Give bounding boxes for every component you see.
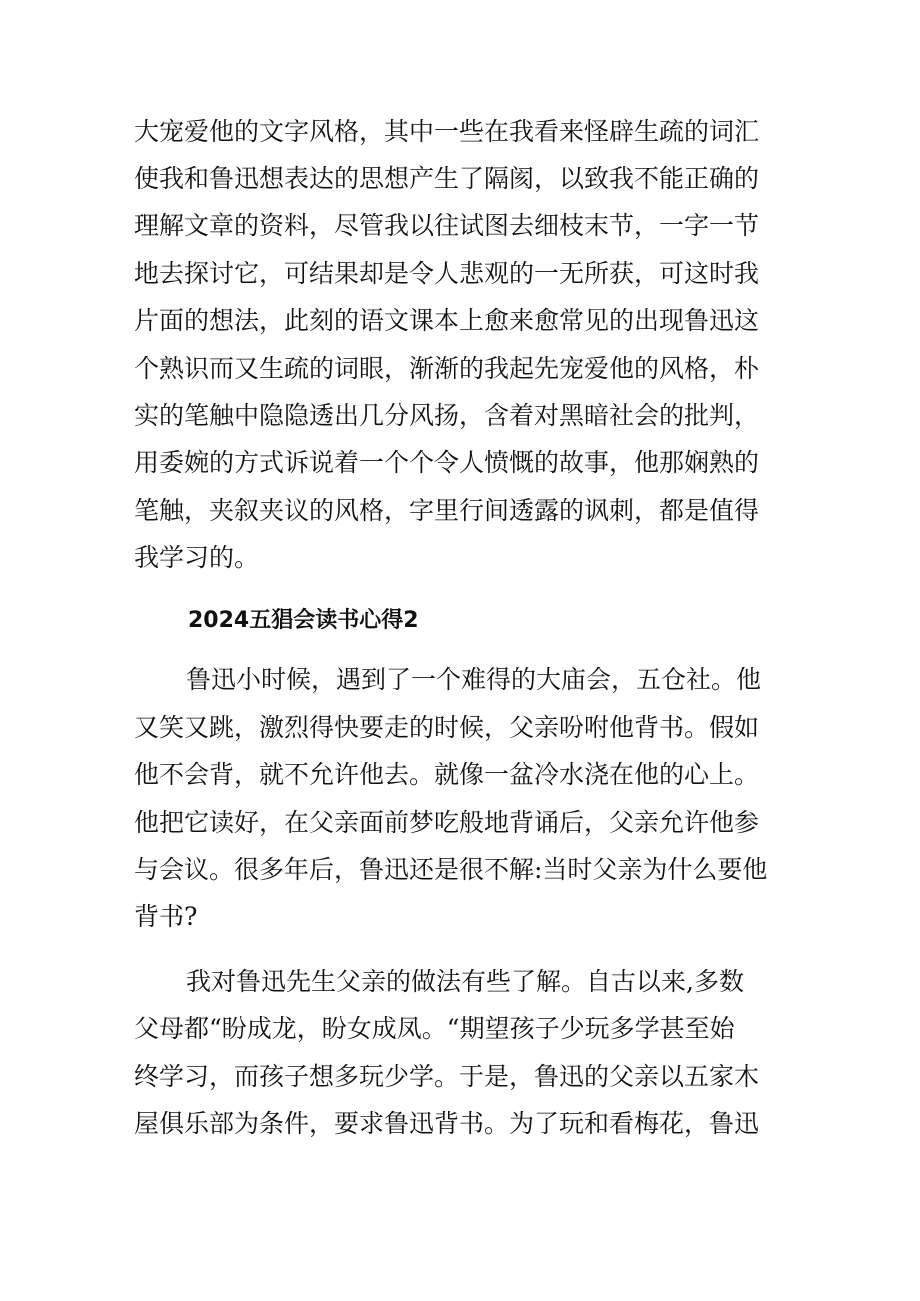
body-text-line: 屋俱乐部为条件，要求鲁迅背书。为了玩和看梅花，鲁迅: [134, 1109, 760, 1138]
body-text-line: 终学习，而孩子想多玩少学。于是，鲁迅的父亲以五家木: [134, 1062, 760, 1091]
body-text-line: 我对鲁迅先生父亲的做法有些了解。自古以来,多数: [186, 967, 744, 996]
body-text-line: 大宠爱他的文字风格，其中一些在我看来怪辟生疏的词汇: [134, 117, 760, 146]
body-text-line: 他不会背，就不允许他去。就像一盆冷水浇在他的心上。: [134, 760, 760, 789]
body-text-line: 他把它读好，在父亲面前梦吃般地背诵后，父亲允许他参: [134, 808, 760, 837]
body-text-line: 片面的想法，此刻的语文课本上愈来愈常见的出现鲁迅这: [134, 306, 760, 335]
body-text-line: 我学习的。: [134, 543, 260, 572]
body-text-line: 又笑又跳，激烈得快要走的时候，父亲吩咐他背书。假如: [134, 713, 760, 742]
body-text-line: 与会议。很多年后，鲁迅还是很不解:当时父亲为什么要他: [134, 855, 768, 884]
body-text-line: 笔触，夹叙夹议的风格，字里行间透露的讽刺，都是值得: [134, 496, 760, 525]
body-text-line: 实的笔触中隐隐透出几分风扬，含着对黑暗社会的批判，: [134, 401, 760, 430]
body-text-line: 个熟识而又生疏的词眼，渐渐的我起先宠爱他的风格，朴: [134, 354, 760, 383]
body-text-line: 使我和鲁迅想表达的思想产生了隔阂，以致我不能正确的: [134, 164, 760, 193]
body-text-line: 父母都“盼成龙，盼女成凤。“期望孩子少玩多学甚至始: [134, 1014, 735, 1043]
body-text-line: 鲁迅小时候，遇到了一个难得的大庙会，五仓社。他: [186, 665, 762, 694]
section-heading: 2024五猖会读书心得2: [188, 608, 419, 633]
body-text-line: 背书?: [134, 902, 198, 931]
body-text-line: 理解文章的资料，尽管我以往试图去细枝末节，一字一节: [134, 211, 760, 240]
body-text-line: 用委婉的方式诉说着一个个令人愤慨的故事，他那娴熟的: [134, 448, 760, 477]
body-text-line: 地去探讨它，可结果却是令人悲观的一无所获，可这时我: [134, 259, 760, 288]
